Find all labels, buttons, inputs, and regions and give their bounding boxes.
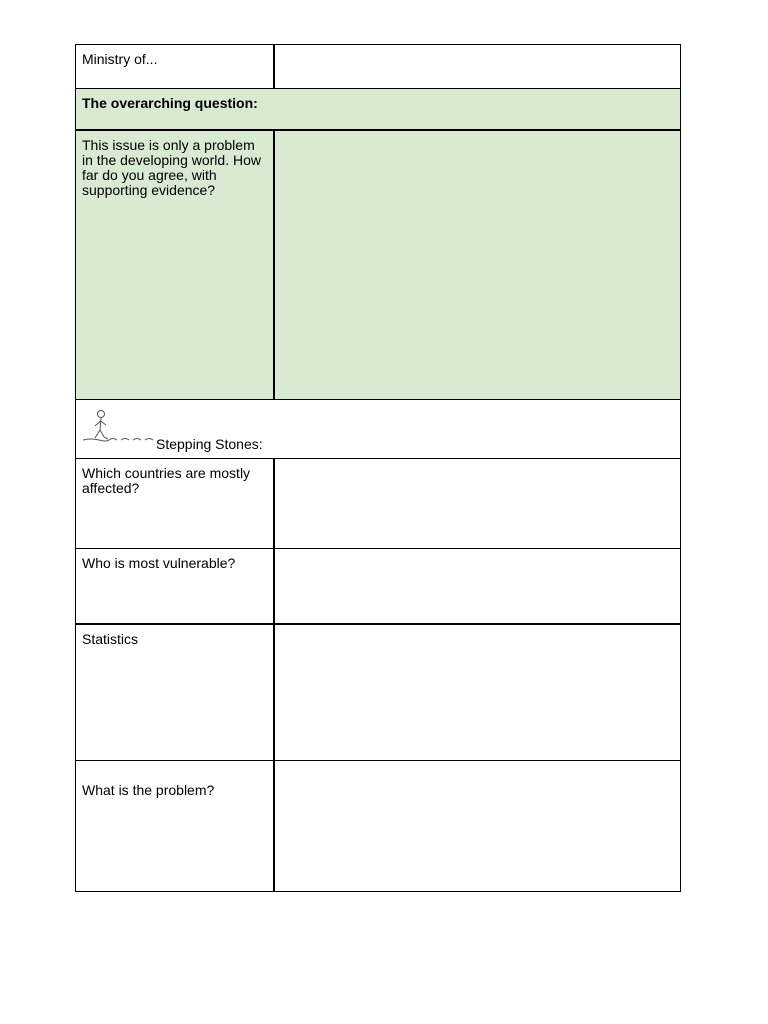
overarching-question-heading: The overarching question: xyxy=(82,95,258,111)
vulnerable-question-label: Who is most vulnerable? xyxy=(82,555,236,571)
statistics-row xyxy=(76,624,681,761)
countries-question-label: Which countries are mostly affected? xyxy=(82,465,251,496)
overarching-header-cell xyxy=(76,89,681,130)
walking-stick-figure-icon xyxy=(83,408,157,448)
ministry-answer-cell[interactable] xyxy=(274,45,681,89)
statistics-label-cell xyxy=(76,624,275,761)
stepping-stones-label: Stepping Stones: xyxy=(156,436,263,452)
stepping-stones-row xyxy=(76,400,681,459)
statistics-label: Statistics xyxy=(82,630,139,647)
countries-answer-cell[interactable] xyxy=(274,459,681,549)
problem-answer-cell[interactable] xyxy=(274,761,681,892)
overarching-question-cell xyxy=(76,130,275,400)
vulnerable-answer-cell[interactable] xyxy=(274,549,681,624)
problem-row xyxy=(76,761,681,892)
ministry-row xyxy=(76,45,681,89)
overarching-answer-cell[interactable] xyxy=(274,130,681,400)
problem-question-label: What is the problem? xyxy=(82,782,215,798)
ministry-label-cell xyxy=(76,45,275,89)
vulnerable-row xyxy=(76,549,681,624)
countries-label-cell xyxy=(76,459,275,549)
countries-row xyxy=(76,459,681,549)
overarching-header-row xyxy=(76,89,681,130)
vulnerable-label-cell xyxy=(76,549,275,624)
problem-label-cell xyxy=(76,761,275,892)
overarching-question-row xyxy=(76,130,681,400)
ministry-label: Ministry of... xyxy=(82,51,158,67)
overarching-question-text: This issue is only a problem in the developing world. How far do you agree, with supporting evidence? xyxy=(82,136,261,198)
worksheet-table xyxy=(75,44,681,892)
statistics-answer-cell[interactable] xyxy=(274,624,681,761)
stepping-stones-cell xyxy=(76,400,681,459)
